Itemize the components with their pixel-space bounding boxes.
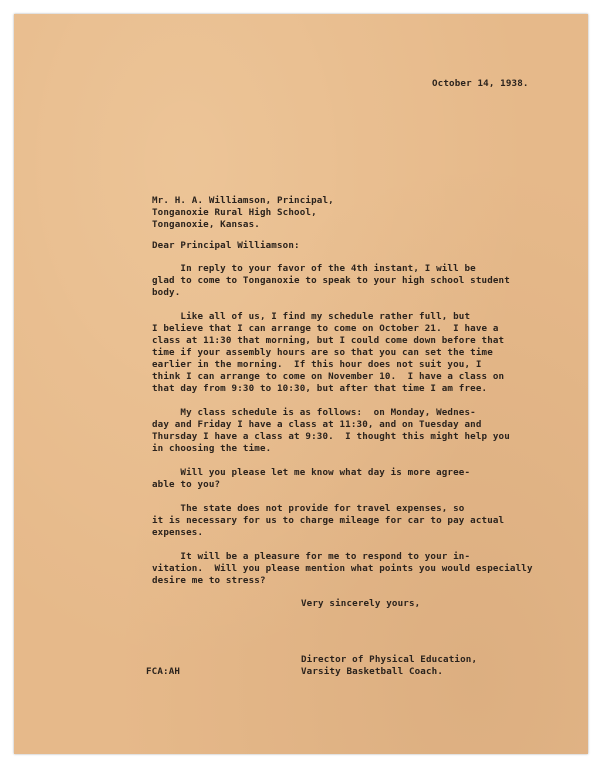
paragraph-2-line-3: class at 11:30 that morning, but I could come down before that [152, 335, 505, 346]
paragraph-6-line-1: It will be a pleasure for me to respond to your in- [152, 551, 471, 562]
letter-date: October 14, 1938. [432, 78, 529, 89]
paragraph-5-line-3: expenses. [152, 527, 204, 538]
paragraph-3-line-3: Thursday I have a class at 9:30. I thought this might help you [152, 431, 510, 442]
paragraph-6-line-3: desire me to stress? [152, 575, 266, 586]
salutation: Dear Principal Williamson: [152, 240, 300, 251]
paragraph-5-line-1: The state does not provide for travel expenses, so [152, 503, 465, 514]
paragraph-3-line-1: My class schedule is as follows: on Monday, Wednes- [152, 407, 476, 418]
letter-page [14, 14, 588, 754]
paragraph-6-line-2: vitation. Will you please mention what points you would especially [152, 563, 533, 574]
address-line-1: Mr. H. A. Williamson, Principal, [152, 195, 334, 206]
paragraph-1-line-3: body. [152, 287, 181, 298]
signature-title-1: Director of Physical Education, [301, 654, 478, 665]
paragraph-3-line-2: day and Friday I have a class at 11:30, and on Tuesday and [152, 419, 482, 430]
signature-title-2: Varsity Basketball Coach. [301, 666, 444, 677]
address-line-3: Tonganoxie, Kansas. [152, 219, 260, 230]
paragraph-2-line-5: earlier in the morning. If this hour does not suit you, I [152, 359, 482, 370]
paragraph-2-line-2: I believe that I can arrange to come on October 21. I have a [152, 323, 499, 334]
address-line-2: Tonganoxie Rural High School, [152, 207, 317, 218]
closing: Very sincerely yours, [301, 598, 421, 609]
paragraph-2-line-6: think I can arrange to come on November 10. I have a class on [152, 371, 505, 382]
paragraph-2-line-4: time if your assembly hours are so that you can set the time [152, 347, 493, 358]
paragraph-1-line-1: In reply to your favor of the 4th instant, I will be [152, 263, 476, 274]
paragraph-3-line-4: in choosing the time. [152, 443, 272, 454]
paragraph-2-line-7: that day from 9:30 to 10:30, but after that time I am free. [152, 383, 488, 394]
paragraph-4-line-2: able to you? [152, 479, 221, 490]
paragraph-5-line-2: it is necessary for us to charge mileage for car to pay actual [152, 515, 505, 526]
paragraph-2-line-1: Like all of us, I find my schedule rather full, but [152, 311, 471, 322]
paragraph-4-line-1: Will you please let me know what day is more agree- [152, 467, 471, 478]
paragraph-1-line-2: glad to come to Tonganoxie to speak to your high school student [152, 275, 510, 286]
reference-initials: FCA:AH [146, 666, 181, 677]
